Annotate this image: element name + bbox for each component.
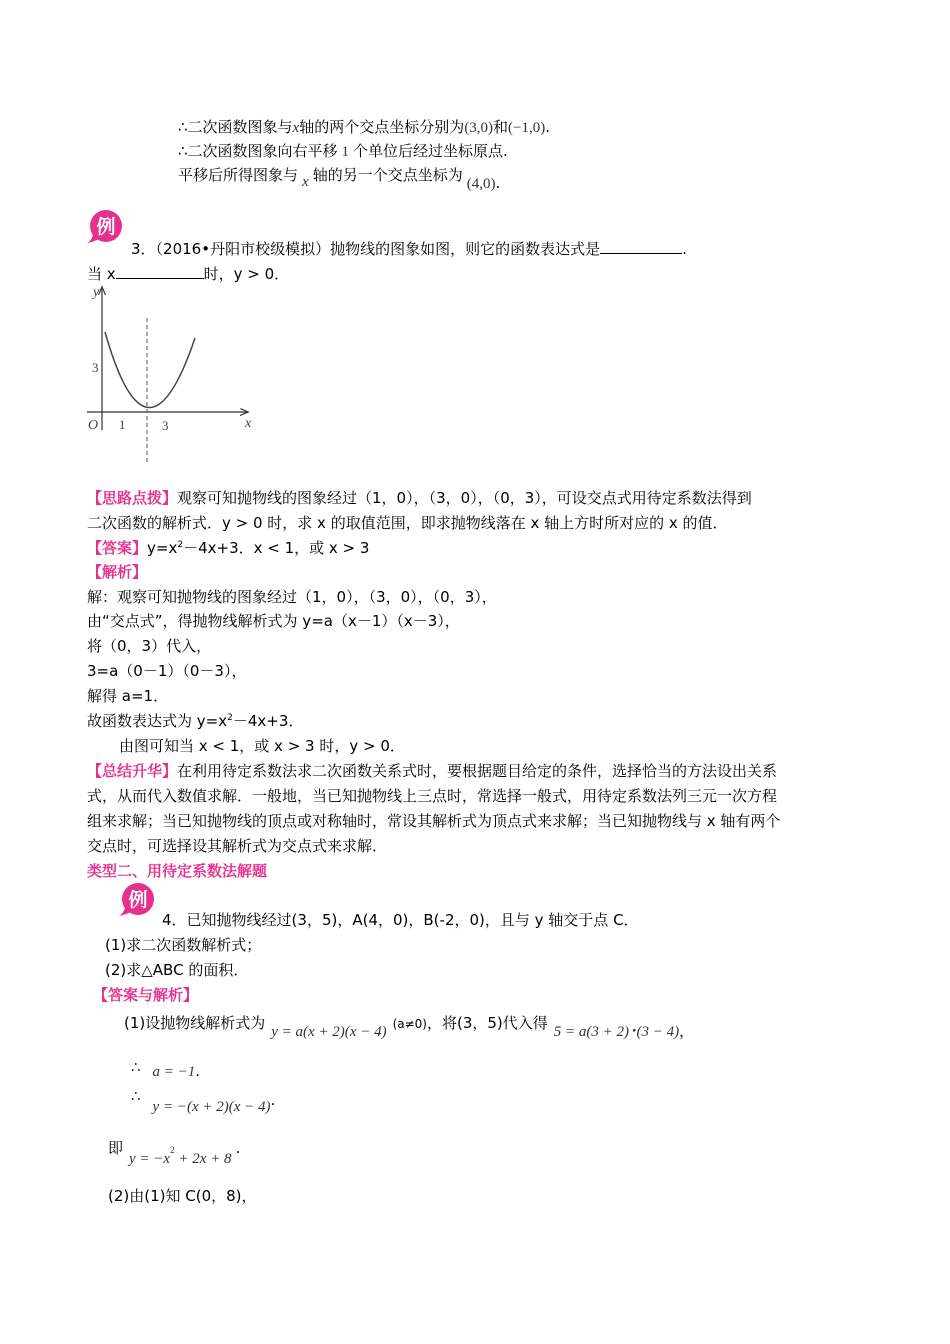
hint-tag: 【思路点拨】: [87, 489, 178, 507]
solution-step-5: (2)由(1)知 C(0，8)，: [108, 1187, 257, 1205]
solution-step-2: ∴ a = −1.: [131, 1060, 201, 1080]
summary-line-3: 组来求解；当已知抛物线的顶点或对称轴时，常设其解析式为顶点式来求解；当已知抛物线与 x 轴有两个: [87, 812, 781, 830]
x-tick-3: 3: [162, 418, 169, 433]
y-axis-label: y: [93, 285, 100, 300]
x-tick-1: 1: [119, 417, 126, 432]
example-badge-icon: [119, 878, 157, 916]
analysis-line-6: 故函数表达式为 $y=x^2-4x+3$．: [87, 712, 304, 730]
example-3-question: 3．（2016•丹阳市校级模拟）抛物线的图象如图，则它的函数表达式是 .: [131, 240, 687, 258]
top-line-3: 平移后所得图象与 x 轴的另一个交点坐标为 (4,0).: [178, 166, 501, 192]
solution-step-3: ∴y = −(x + 2)(x − 4).: [131, 1089, 276, 1115]
hint-line-2: 二次函数的解析式．y > 0 时，求 x 的取值范围，即求抛物线落在 x 轴上方时所对应的 x 的值．: [87, 514, 728, 532]
summary-line-4: 交点时，可选择设其解析式为交点式来求解．: [87, 837, 388, 855]
analysis-line-1: 解：观察可知抛物线的图象经过（1，0），（3，0），（0，3），: [87, 588, 497, 606]
answer-blank-1[interactable]: [600, 239, 682, 254]
analysis-tag: 【解析】: [87, 563, 148, 581]
example-4-question: 4．已知抛物线经过(3，5)，A(4，0)，B(-2，0)，且与 y 轴交于点 C．: [162, 911, 639, 929]
section-heading-type-2: 类型二、用待定系数法解题: [87, 862, 268, 880]
example-badge-label: 例: [128, 889, 148, 911]
y-tick-3: 3: [92, 360, 99, 375]
top-line-2: ∴二次函数图象向右平移 1 个单位后经过坐标原点.: [178, 142, 508, 160]
analysis-line-7: 由图可知当 x < 1，或 x > 3 时，y > 0．: [119, 737, 405, 755]
hint-line-1: 【思路点拨】观察可知抛物线的图象经过（1，0），（3，0），（0，3），可设交点式用待定系数法得到: [87, 489, 752, 507]
analysis-line-5: 解得 a=1．: [87, 687, 169, 705]
answer-tag: 【答案】: [87, 539, 148, 557]
example-4-q1: (1)求二次函数解析式；: [105, 936, 262, 954]
example-3-line-2: 当 x 时，y > 0．: [87, 265, 290, 283]
summary-line-2: 式，从而代入数值求解．一般地，当已知抛物线上三点时，常选择一般式，用待定系数法列三元一次方程: [87, 787, 778, 805]
origin-label: O: [88, 418, 99, 433]
example-badge-icon: [87, 205, 125, 243]
example-4-q2: (2)求△ABC 的面积．: [105, 961, 249, 979]
answer-line: 【答案】$y=x^2-4x+3$．x < 1，或 x > 3: [87, 539, 370, 557]
answer-analysis-tag: 【答案与解析】: [93, 986, 199, 1004]
x-axis-label: x: [245, 416, 252, 431]
analysis-line-3: 将（0，3）代入，: [87, 637, 212, 655]
solution-step-4: 即$y = -x^2 + 2x + 8$.: [108, 1139, 241, 1167]
top-line-1: ∴二次函数图象与x轴的两个交点坐标分别为(3,0)和(−1,0).: [178, 118, 550, 136]
summary-tag: 【总结升华】: [87, 762, 178, 780]
summary-line-1: 【总结升华】在利用待定系数法求二次函数关系式时，要根据题目给定的条件，选择恰当的方法设出关系: [87, 762, 778, 780]
parabola-curve: [105, 332, 195, 408]
solution-step-1: (1)设抛物线解析式为 y = a(x + 2)(x − 4) (a≠0)，将(3，5)代入得 5 = a(3 + 2)･(3 − 4)，: [124, 1014, 695, 1040]
parabola-graph: [85, 280, 260, 465]
example-4-answer-tag-line: [93, 985, 198, 1005]
answer-blank-2[interactable]: [116, 264, 204, 279]
example-badge-label: 例: [96, 216, 116, 238]
analysis-line-4: 3=a（0－1）（0－3），: [87, 662, 247, 680]
analysis-line-2: 由“交点式”，得抛物线解析式为 y=a（x－1）（x－3），: [87, 612, 460, 630]
analysis-tag-line: [87, 562, 147, 582]
